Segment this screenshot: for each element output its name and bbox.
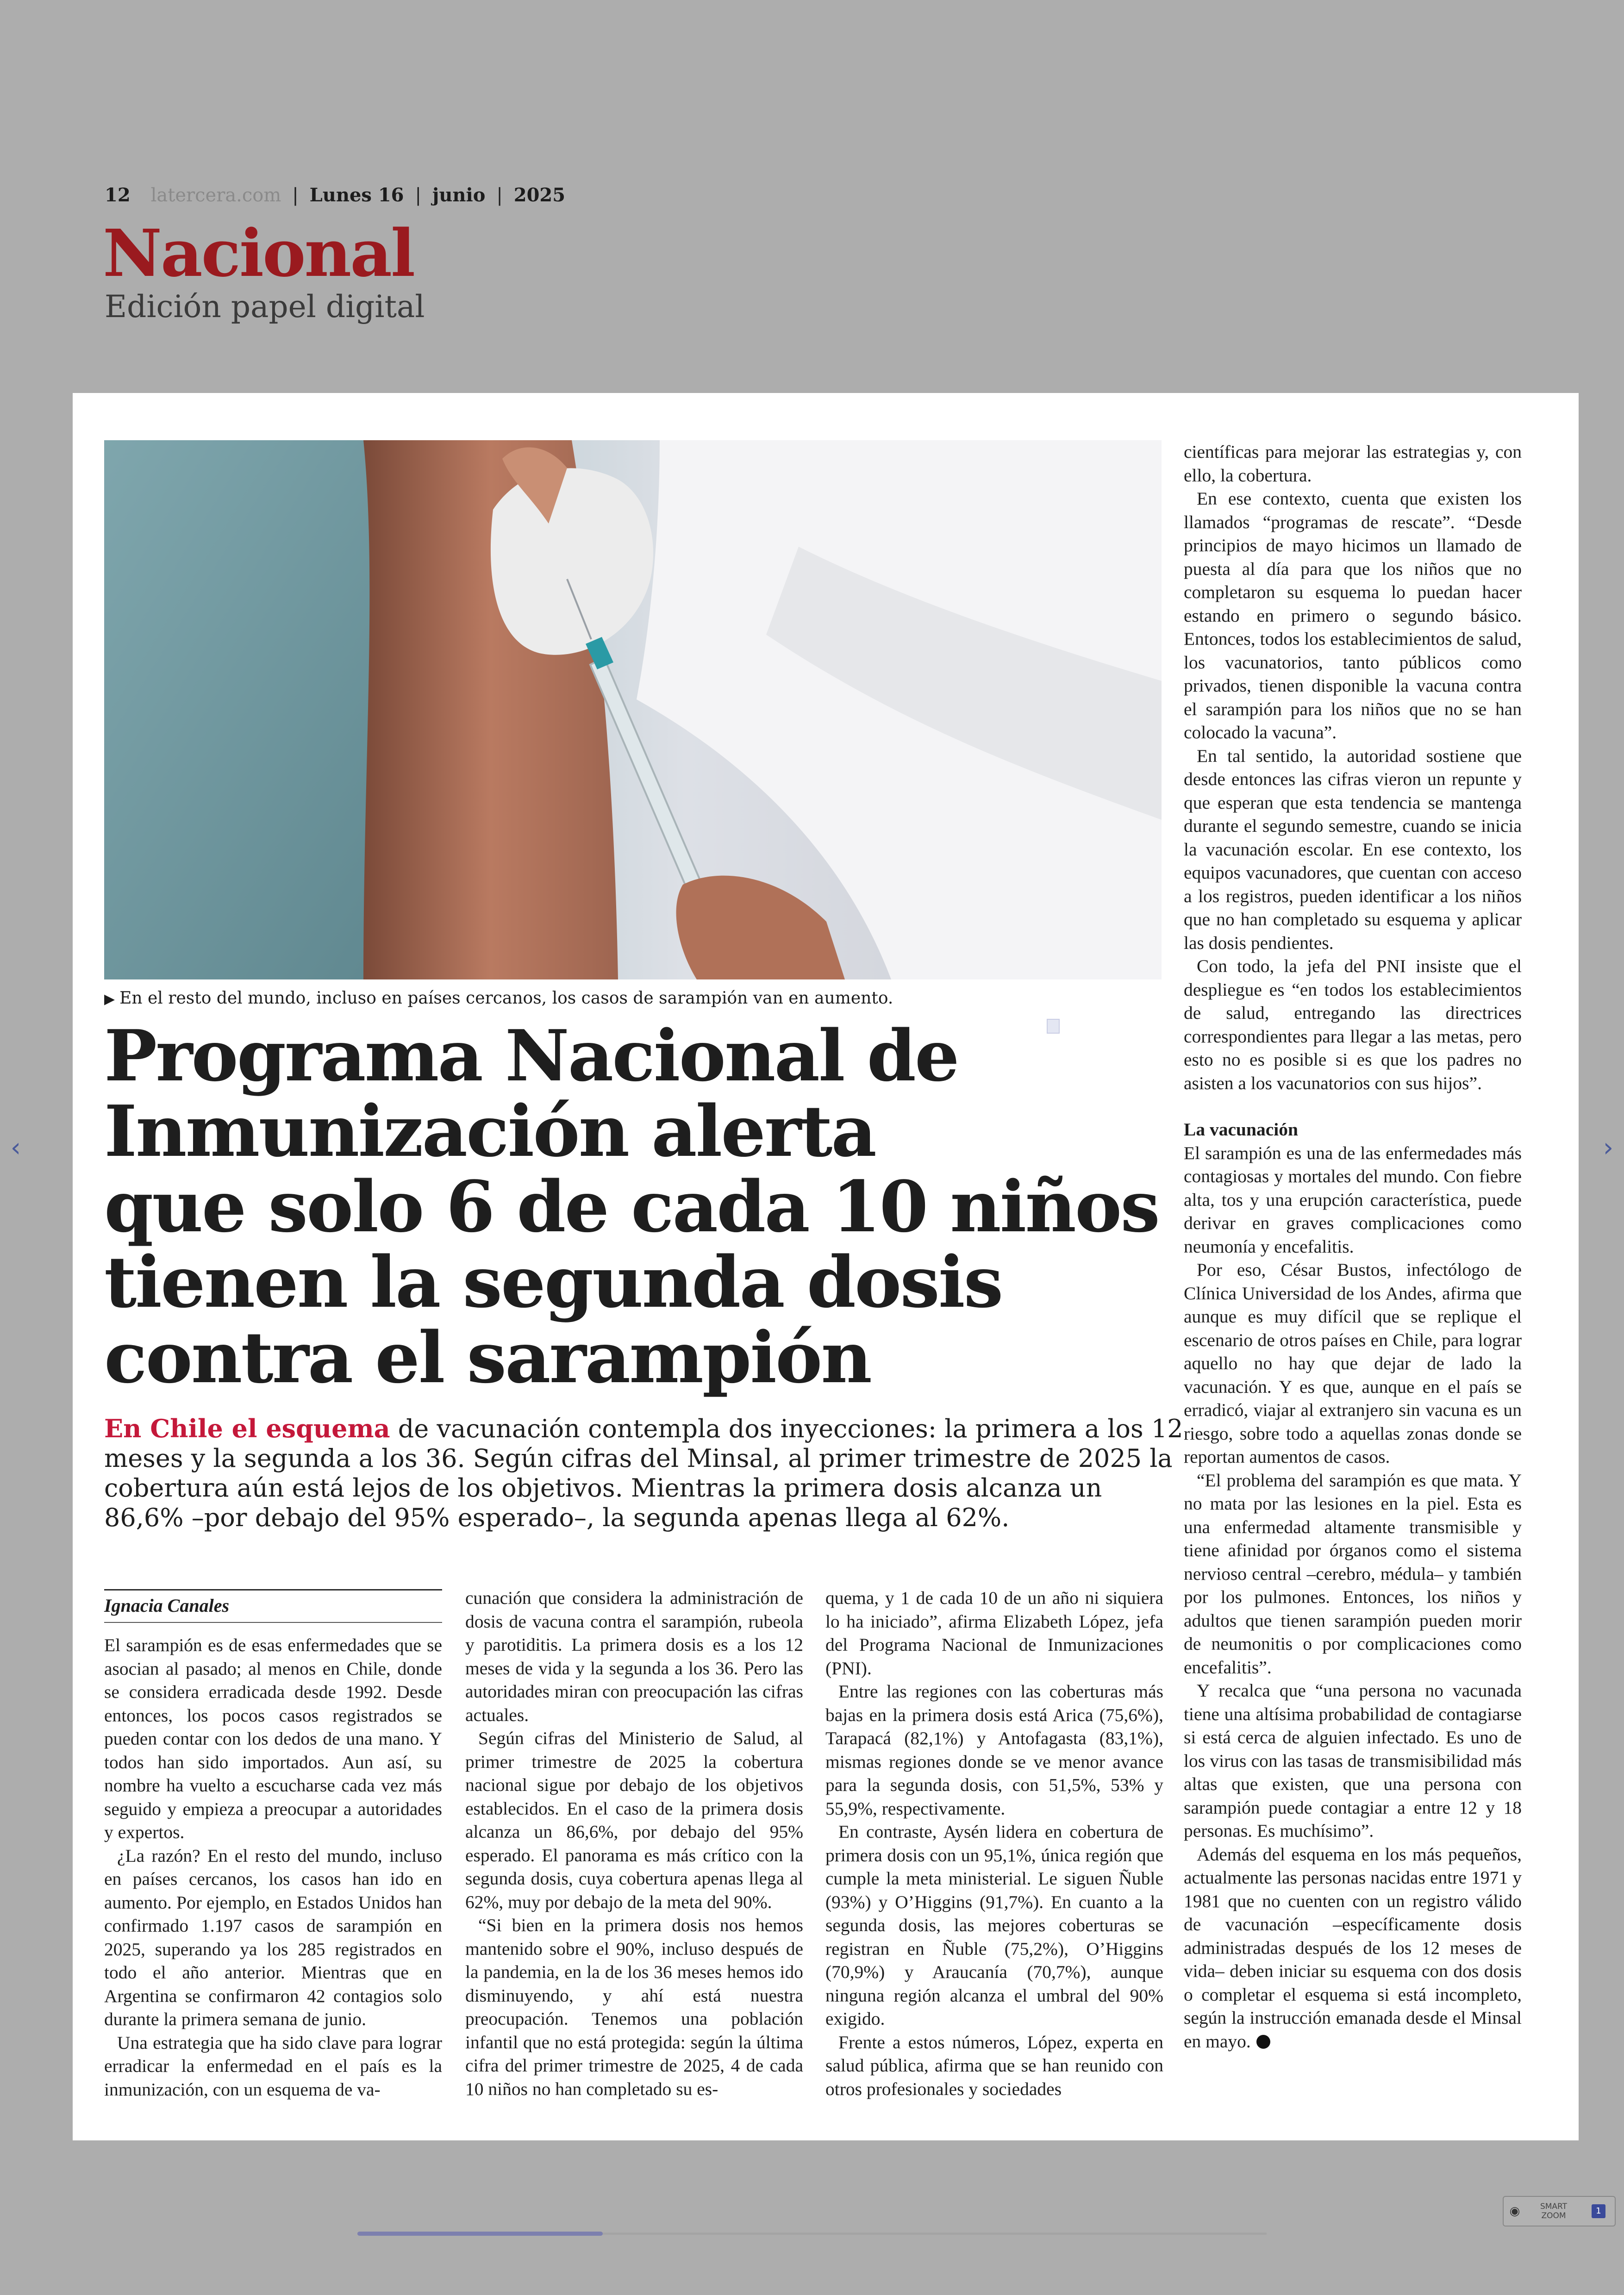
smart-zoom-badge: 1	[1592, 2204, 1605, 2218]
smart-zoom-label	[1526, 2202, 1581, 2220]
headline-line: tienen la segunda dosis	[104, 1241, 1002, 1323]
body-paragraph: Por eso, César Bustos, infectólogo de Clínica Universidad de los Andes, afirma que aunque es muy difícil que se replique el escenario de otros países en Chile, para lograr aquello no hay que dejar de lado la vacunación. Y es que, aunque en el país se erradicó, viajar al extranjero sin vacuna es un riesgo, sobre todo a aquellas zonas donde se reportan aumentos de casos.	[1184, 1260, 1522, 1467]
body-paragraph: ¿La razón? En el resto del mundo, incluso en países cercanos, los casos han ido en aumento. Por ejemplo, en Estados Unidos han confirmado 1.197 casos de sarampión en 2025, superando ya los 285 registrados en todo el año anterior. Mientras que en Argentina se confirmaron 42 contagios solo durante la primera semana de junio.	[104, 1845, 442, 2029]
body-paragraph: Entre las regiones con las coberturas más bajas en la primera dosis está Arica (75,6%), Tarapacá (82,1%) y Antofagasta (83,1%), mismas regiones donde se ve menor avance para la segunda dosis, con 51,5%, 53% y 55,9%, respectivamente.	[825, 1681, 1163, 1819]
caption-triangle-icon: ▶	[104, 991, 115, 1007]
body-paragraph: quema, y 1 de cada 10 de un año ni siquiera lo ha iniciado”, afirma Elizabeth López, jefa del Programa Nacional de Inmunizaciones (PNI).	[825, 1588, 1163, 1678]
vaccination-photo	[104, 440, 1162, 979]
chevron-left-icon: ‹	[10, 1133, 21, 1163]
lead-line: meses y la segunda a los 36. Según cifras del Minsal, al primer trimestre de 2025 la	[104, 1444, 1173, 1473]
body-column-1	[104, 1634, 442, 2101]
issue-year: 2025	[513, 184, 566, 206]
chevron-right-icon: ›	[1603, 1133, 1614, 1163]
photo-caption	[104, 989, 1162, 1008]
body-column-4	[1184, 440, 1522, 2053]
issue-day: Lunes 16	[309, 184, 404, 206]
article-lead	[104, 1414, 1183, 1533]
body-paragraph: En ese contexto, cuenta que existen los llamados “programas de rescate”. “Desde principios de mayo hicimos un llamado de puesta al día para que los niños que no completaron su esquema lo puedan hacer estando en primero o segundo básico. Entonces, todos los establecimientos de salud, los vacunatorios, tanto públicos como privados, tienen disponible la vacuna contra el sarampión para los niños que no se han colocado la vacuna”.	[1184, 488, 1522, 742]
smart-zoom-label-line: SMART	[1540, 2202, 1568, 2211]
headline-line: que solo 6 de cada 10 niños	[104, 1165, 1159, 1248]
eye-icon: ◉	[1509, 2204, 1520, 2218]
lead-line: 86,6% –por debajo del 95% esperado–, la segunda apenas llega al 62%.	[104, 1503, 1010, 1532]
body-paragraph: cunación que considera la administración de dosis de vacuna contra el sarampión, rubeola y parotiditis. La primera dosis es a los 12 meses de vida y la segunda a los 36. Pero las autoridades miran con preocupación las cifras actuales.	[465, 1588, 803, 1725]
lead-accent: En Chile el esquema	[104, 1414, 390, 1443]
issue-line: 12 latercera.com | Lunes 16 | junio | 2025	[105, 184, 566, 206]
body-column-3	[825, 1586, 1163, 2101]
issue-month: junio	[432, 184, 486, 206]
body-paragraph: científicas para mejorar las estrategias y, con ello, la cobertura.	[1184, 442, 1522, 486]
body-paragraph: En contraste, Aysén lidera en cobertura de primera dosis con un 95,1%, única región que cumple la meta ministerial. Le siguen Ñuble (93%) y O’Higgins (91,7%). En cuanto a la segunda dosis, las mejores coberturas se registran en Ñuble (75,2%), O’Higgins (70,9%) y Araucanía (70,7%), aunque ninguna región alcanza el umbral del 90% exigido.	[825, 1821, 1163, 2029]
lead-line: cobertura aún está lejos de los objetivos. Mientras la primera dosis alcanza un	[104, 1473, 1102, 1503]
page-number: 12	[105, 184, 131, 206]
end-of-article-icon	[1256, 2035, 1270, 2049]
headline-line: contra el sarampión	[104, 1316, 871, 1399]
body-paragraph: El sarampión es una de las enfermedades más contagiosas y mortales del mundo. Con fiebre alta, tos y una erupción característica, puede derivar en graves complicaciones como neumonía y encefalitis.	[1184, 1142, 1522, 1257]
body-paragraph: Según cifras del Ministerio de Salud, al primer trimestre de 2025 la cobertura nacional sigue por debajo de los objetivos establecidos. En el caso de la primera dosis alcanza un 86,6%, por debajo del 95% esperado. El panorama es más crítico con la segunda dosis, cuya cobertura apenas llega al 62%, muy por debajo de la meta del 90%.	[465, 1728, 803, 1912]
body-paragraph: Con todo, la jefa del PNI insiste que el despliegue es “en todos los establecimientos de salud, entregando las directrices correspondientes para llegar a las metas, pero esto no es posible si es que los padres no asisten a los vacunatorios con sus hijos”.	[1184, 956, 1522, 1093]
caption-text: En el resto del mundo, incluso en países cercanos, los casos de sarampión van en aumento.	[119, 989, 893, 1008]
headline-line: Programa Nacional de	[104, 1014, 958, 1097]
body-paragraph: Además del esquema en los más pequeños, actualmente las personas nacidas entre 1971 y 1981 que no cuenten con un registro válido de vacunación –específicamente dosis administradas después de los 12 meses de vida– deben iniciar su esquema con dos dosis o completar el esquema si está incompleto, según la instrucción emanada desde el Minsal en mayo.	[1184, 1844, 1522, 2052]
page-progress-fill	[357, 2232, 603, 2236]
byline-rule	[104, 1589, 442, 1590]
body-paragraph: Una estrategia que ha sido clave para lograr erradicar la enfermedad en el país es la inmunización, con un esquema de va-	[104, 2032, 442, 2100]
smart-zoom-label-line: ZOOM	[1541, 2211, 1566, 2220]
body-paragraph: “Si bien en la primera dosis nos hemos mantenido sobre el 90%, incluso después de la pandemia, en la de los 36 meses hemos ido disminuyendo, y ahí está nuestra preocupación. Tenemos una población infantil que no está protegida: según la última cifra del primer trimestre de 2025, 4 de cada 10 niños no han completado su es-	[465, 1915, 803, 2099]
body-column-2	[465, 1586, 803, 2101]
body-paragraph: El sarampión es de esas enfermedades que se asocian al pasado; al menos en Chile, donde se considera erradicada desde 1992. Desde entonces, los pocos casos registrados se pueden contar con los dedos de una mano. Y todos han sido importados. Aun así, su nombre ha vuelto a escucharse cada vez más seguido y empieza a preocupar a autoridades y expertos.	[104, 1635, 442, 1842]
lead-line: de vacunación contempla dos inyecciones: la primera a los 12	[390, 1414, 1183, 1443]
site-name: latercera.com	[150, 185, 281, 206]
vaccination-illustration	[104, 440, 1162, 979]
edition-subtitle: Edición papel digital	[105, 289, 425, 324]
next-page-button[interactable]	[1594, 1134, 1622, 1162]
body-paragraph: Y recalca que “una persona no vacunada tiene una altísima probabilidad de contagiarse si está cerca de alguien infectado. Es uno de los virus con las tasas de transmisibilidad más altas que existen, que una persona con sarampión puede contagiar a entre 12 y 18 personas. Es muchísimo”.	[1184, 1680, 1522, 1841]
author-byline: Ignacia Canales	[104, 1595, 230, 1616]
smart-zoom-button[interactable]	[1503, 2196, 1616, 2226]
body-paragraph: En tal sentido, la autoridad sostiene que desde entonces las cifras vieron un repunte y que esperan que esta tendencia se mantenga durante el segundo semestre, cuando se inicia la vacunación escolar. En ese contexto, los equipos vacunadores, que cuentan con acceso a los registros, pueden identificar a los niños que no han completado su esquema y aplicar las dosis pendientes.	[1184, 745, 1522, 953]
newspaper-page	[73, 393, 1579, 2140]
section-title: Nacional	[103, 216, 414, 292]
section-subhead: La vacunación	[1184, 1119, 1298, 1140]
prev-page-button[interactable]	[2, 1134, 30, 1162]
body-paragraph: Frente a estos números, López, experta en salud pública, afirma que se han reunido con otros profesionales y sociedades	[825, 2032, 1163, 2099]
article-headline	[104, 1014, 1159, 1399]
headline-line: Inmunización alerta	[104, 1090, 875, 1172]
body-paragraph: “El problema del sarampión es que mata. Y no mata por las lesiones en la piel. Esta es una enfermedad altamente transmisible y tiene afinidad por órganos como el sistema nervioso central –cerebro, médula– y también por los pulmones. Entonces, los niños y adultos que tienen sarampión pueden morir de neumonitis o por complicaciones como encefalitis”.	[1184, 1470, 1522, 1678]
byline-rule	[104, 1622, 442, 1623]
